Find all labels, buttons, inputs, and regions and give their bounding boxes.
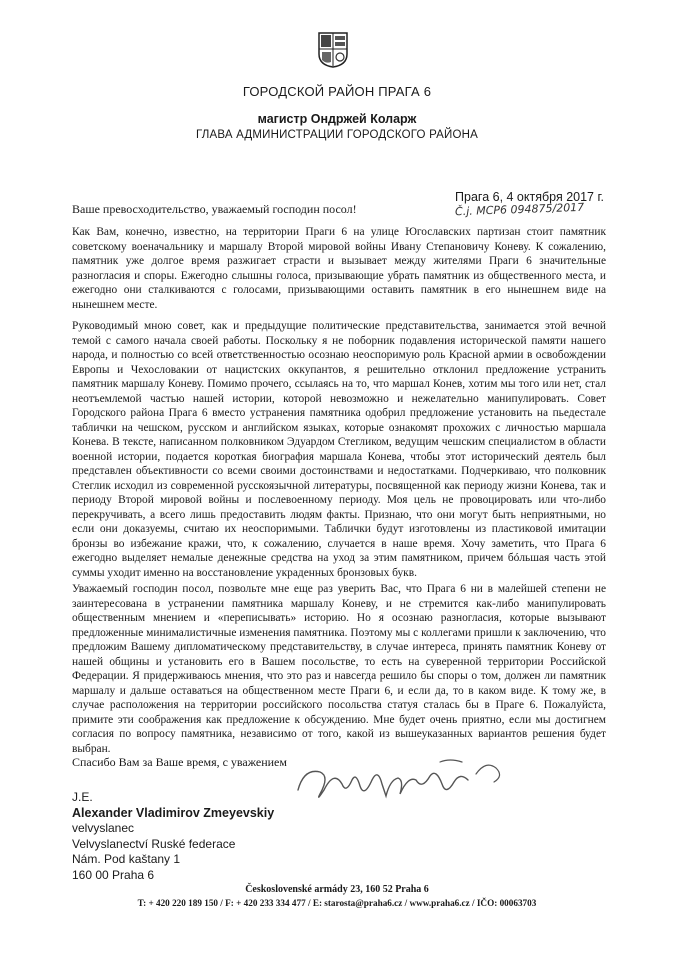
handwritten-signature	[290, 750, 520, 810]
footer-address: Československé armády 23, 160 52 Praha 6	[245, 884, 429, 895]
recipient-street: Nám. Pod kaštany 1	[72, 852, 181, 866]
recipient-role: velvyslanec	[72, 821, 135, 835]
paragraph-2: Руководимый мною совет, как и предыдущие политические представительства, занимается этой вечной темой с самого начала своей работы. Поскольку я не поборник подавления исторической памяти нашего народа, и полностью со всей ответственностью осознаю неоспоримую роль Красной армии в освобождении Европы и Чехословакии от нацистских оккупантов, я решительно отклонил предложение устранить памятник маршалу Коневу. Помимо прочего, ссылаясь на то, что маршал Конев, хотим мы того или нет, стал неотъемлемой частью нашей истории, которой невозможно и нежелательно манипулировать. Совет Городского района Прага 6 вместо устранения памятника одобрил предложение установить на пьедестале таблички на чешском, русском и английском языках, которые ознакомят прохожих с личностью маршала Конева. В тексте, написанном полковником Эдуардом Стегликом, ведущим чешским специалистом в области военной истории, подается короткая биография маршала Конева, чтобы этот исторический деятель был представлен объективности со всеми своими достоинствами и недостатками. Подчеркиваю, что полковник Стеглик исходил из современной русскоязычной литературы, посвященной как периоду жизни Конева, так и периоду Второй мировой войны и послевоенному периоду. Моя цель не провоцировать или что-либо перекручивать, а всего лишь предоставить людям факты. Признаю, что они могут быть неприятными, но если они доказуемы, считаю их неоспоримыми. Таблички будут изготовлены из пластиковой имитации бронзы во избежание кражи, что, к сожалению, случается в наше время. Хочу заметить, что Прага 6 ежегодно выделяет немалые денежные средства на уход за этим памятником, причем бóльшая часть этой суммы уходит именно на восстановление украденных бронзовых букв.	[72, 320, 606, 579]
coat-of-arms-logo	[318, 32, 348, 68]
recipient-name: Alexander Vladimirov Zmeyevskiy	[72, 805, 275, 820]
paragraph-1: Как Вам, конечно, известно, на территории Праги 6 на улице Югославских партизан стоит памятник советскому военачальнику и маршалу Второй мировой войны Ивану Степановичу Коневу. К сожалению, памятник уже долгое время разжигает страсти и вызывает между жителями Праги 6 значительные разногласия и споры. Ежегодно слышны голоса, призывающие убрать памятник из общественного места, и ежегодно они сталкиваются с голосами, призывающими оставить памятник в его нынешнем виде на нынешнем месте.	[72, 226, 606, 311]
district-heading: ГОРОДСКОЙ РАЙОН ПРАГА 6	[242, 84, 432, 99]
recipient-institution: Velvyslanectví Ruské federace	[72, 836, 236, 851]
recipient-city: 160 00 Praha 6	[72, 867, 155, 882]
mayor-title: ГЛАВА АДМИНИСТРАЦИИ ГОРОДСКОГО РАЙОНА	[195, 129, 479, 141]
mayor-name: магистр Ондржей Коларж	[257, 112, 417, 126]
footer-contacts: T: + 420 220 189 150 / F: + 420 233 334 477 / E: starosta@praha6.cz / www.praha6.cz / IČO: 00063703	[137, 898, 537, 908]
recipient-address	[72, 790, 274, 883]
date-line: Прага 6, 4 октября 2017 г.	[455, 190, 604, 204]
paragraph-3: Уважаемый господин посол, позвольте мне еще раз уверить Вас, что Прага 6 ни в малейшей степени не заинтересована в устранении памятника маршалу Коневу, и не стремится как-либо манипулировать общественным мнением и «переписывать» историю. Но я осознаю разногласия, которые вызывают предложенные минималистичные изменения памятника. Поэтому мы с коллегами пришли к заключению, что предложим Вашему дипломатическому представительству, в случае интереса, принять памятник Коневу от нашей общины и установить его в Вашем посольстве, то есть на суверенной территории Российской Федерации. Я придерживаюсь мнения, что это раз и навсегда решило бы споры о том, должен ли памятник маршалу и дальше оставаться на общественном месте Праги 6, и если да, то в каком виде. К тому же, в случае расположения на территории российского посольства статуя сталась бы в Праге 6. Пожалуйста, примите эти соображения как предложение к обсуждению. Мне будет очень приятно, если мы достигнем согласия по вопросу памятника, независимо от того, какой из вышеуказанных вариантов решения будет выбран.	[72, 583, 606, 755]
recipient-salutation: J.E.	[72, 790, 93, 804]
greeting: Ваше превосходительство, уважаемый господин посол!	[72, 202, 357, 216]
handwritten-reference: Č.j. MCP6 094875/2017	[454, 200, 585, 219]
closing-line: Спасибо Вам за Ваше время, с уважением	[72, 755, 287, 769]
